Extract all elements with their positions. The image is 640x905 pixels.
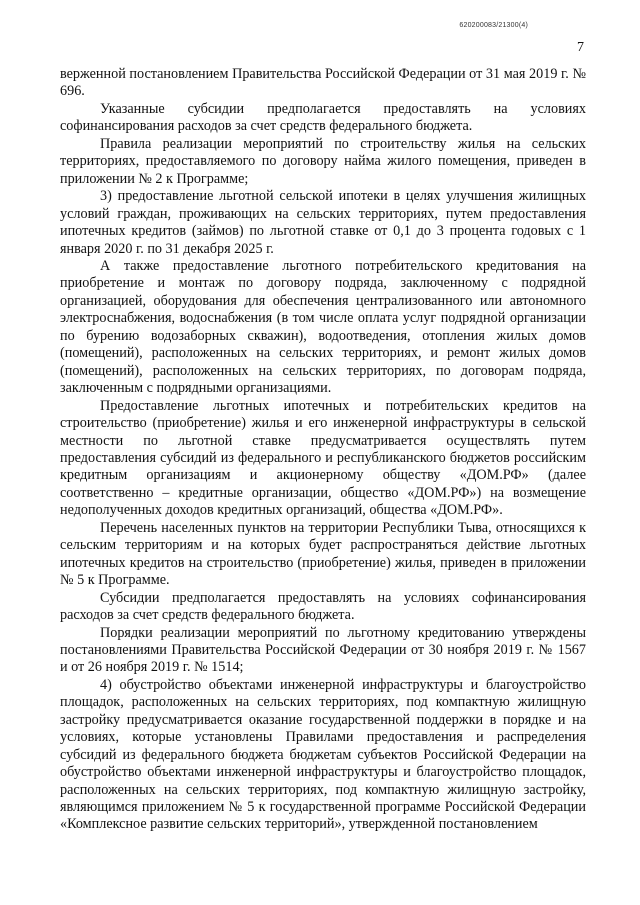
page-number: 7 xyxy=(577,40,584,55)
paragraph: Правила реализации мероприятий по строительству жилья на сельских территориях, предоставляемого по договору найма жилого помещения, приведен в приложении № 2 к Программе; xyxy=(60,135,586,187)
paragraph: 4) обустройство объектами инженерной инфраструктуры и благоустройство площадок, расположенных на сельских территориях, под компактную жилищную застройку предусматривается оказание государственной поддержки в порядке и на условиях, которые установлены Правилами предоставления и распределения субсидий из федерального бюджета бюджетам субъектов Российской Федерации на обустройство объектами инженерной инфраструктуры и благоустройство площадок, расположенных на сельских территориях, под компактную жилищную застройку, являющимся приложением № 5 к государственной программе Российской Федерации «Комплексное развитие сельских территорий», утвержденной постановлением xyxy=(60,676,586,833)
paragraph: Перечень населенных пунктов на территории Республики Тыва, относящихся к сельским территориям и на которых будет распространяться действие льготных ипотечных кредитов на строительство (приобретение) жилья, приведен в приложении № 5 к Программе. xyxy=(60,519,586,589)
document-body xyxy=(60,66,586,834)
document-id: 620200083/21300(4) xyxy=(459,22,528,29)
paragraph: Предоставление льготных ипотечных и потребительских кредитов на строительство (приобретение) жилья и его инженерной инфраструктуры в сельской местности по льготной ставке предусматривается осуществлять путем предоставления субсидий из федерального и республиканского бюджетов российским кредитным организациям и акционерному обществу «ДОМ.РФ» (далее соответственно – кредитные организации, общество «ДОМ.РФ») на возмещение недополученных доходов кредитных организаций, общества «ДОМ.РФ». xyxy=(60,397,586,519)
paragraph: Субсидии предполагается предоставлять на условиях софинансирования расходов за счет средств федерального бюджета. xyxy=(60,589,586,624)
paragraph: верженной постановлением Правительства Российской Федерации от 31 мая 2019 г. № 696. xyxy=(60,66,586,100)
paragraph: Порядки реализации мероприятий по льготному кредитованию утверждены постановлениями Правительства Российской Федерации от 30 ноября 2019 г. № 1567 и от 26 ноября 2019 г. № 1514; xyxy=(60,624,586,676)
paragraph: 3) предоставление льготной сельской ипотеки в целях улучшения жилищных условий граждан, проживающих на сельских территориях, путем предоставления ипотечных кредитов (займов) по льготной ставке от 0,1 до 3 процента годовых с 1 января 2020 г. по 31 декабря 2025 г. xyxy=(60,188,586,257)
paragraph: А также предоставление льготного потребительского кредитования на приобретение и монтаж по договору подряда, заключенному с подрядной организацией, оборудования для обеспечения централизованного или автономного электроснабжения, водоснабжения (в том числе оплата услуг подрядной организации по бурению водозаборных скважин), водоотведения, отопления жилых домов (помещений), расположенных на сельских территориях, и ремонт жилых домов (помещений), расположенных на сельских территориях, по договорам подряда, заключенным с подрядными организациями. xyxy=(60,257,586,397)
paragraph: Указанные субсидии предполагается предоставлять на условиях софинансирования расходов за счет средств федерального бюджета. xyxy=(60,100,586,135)
